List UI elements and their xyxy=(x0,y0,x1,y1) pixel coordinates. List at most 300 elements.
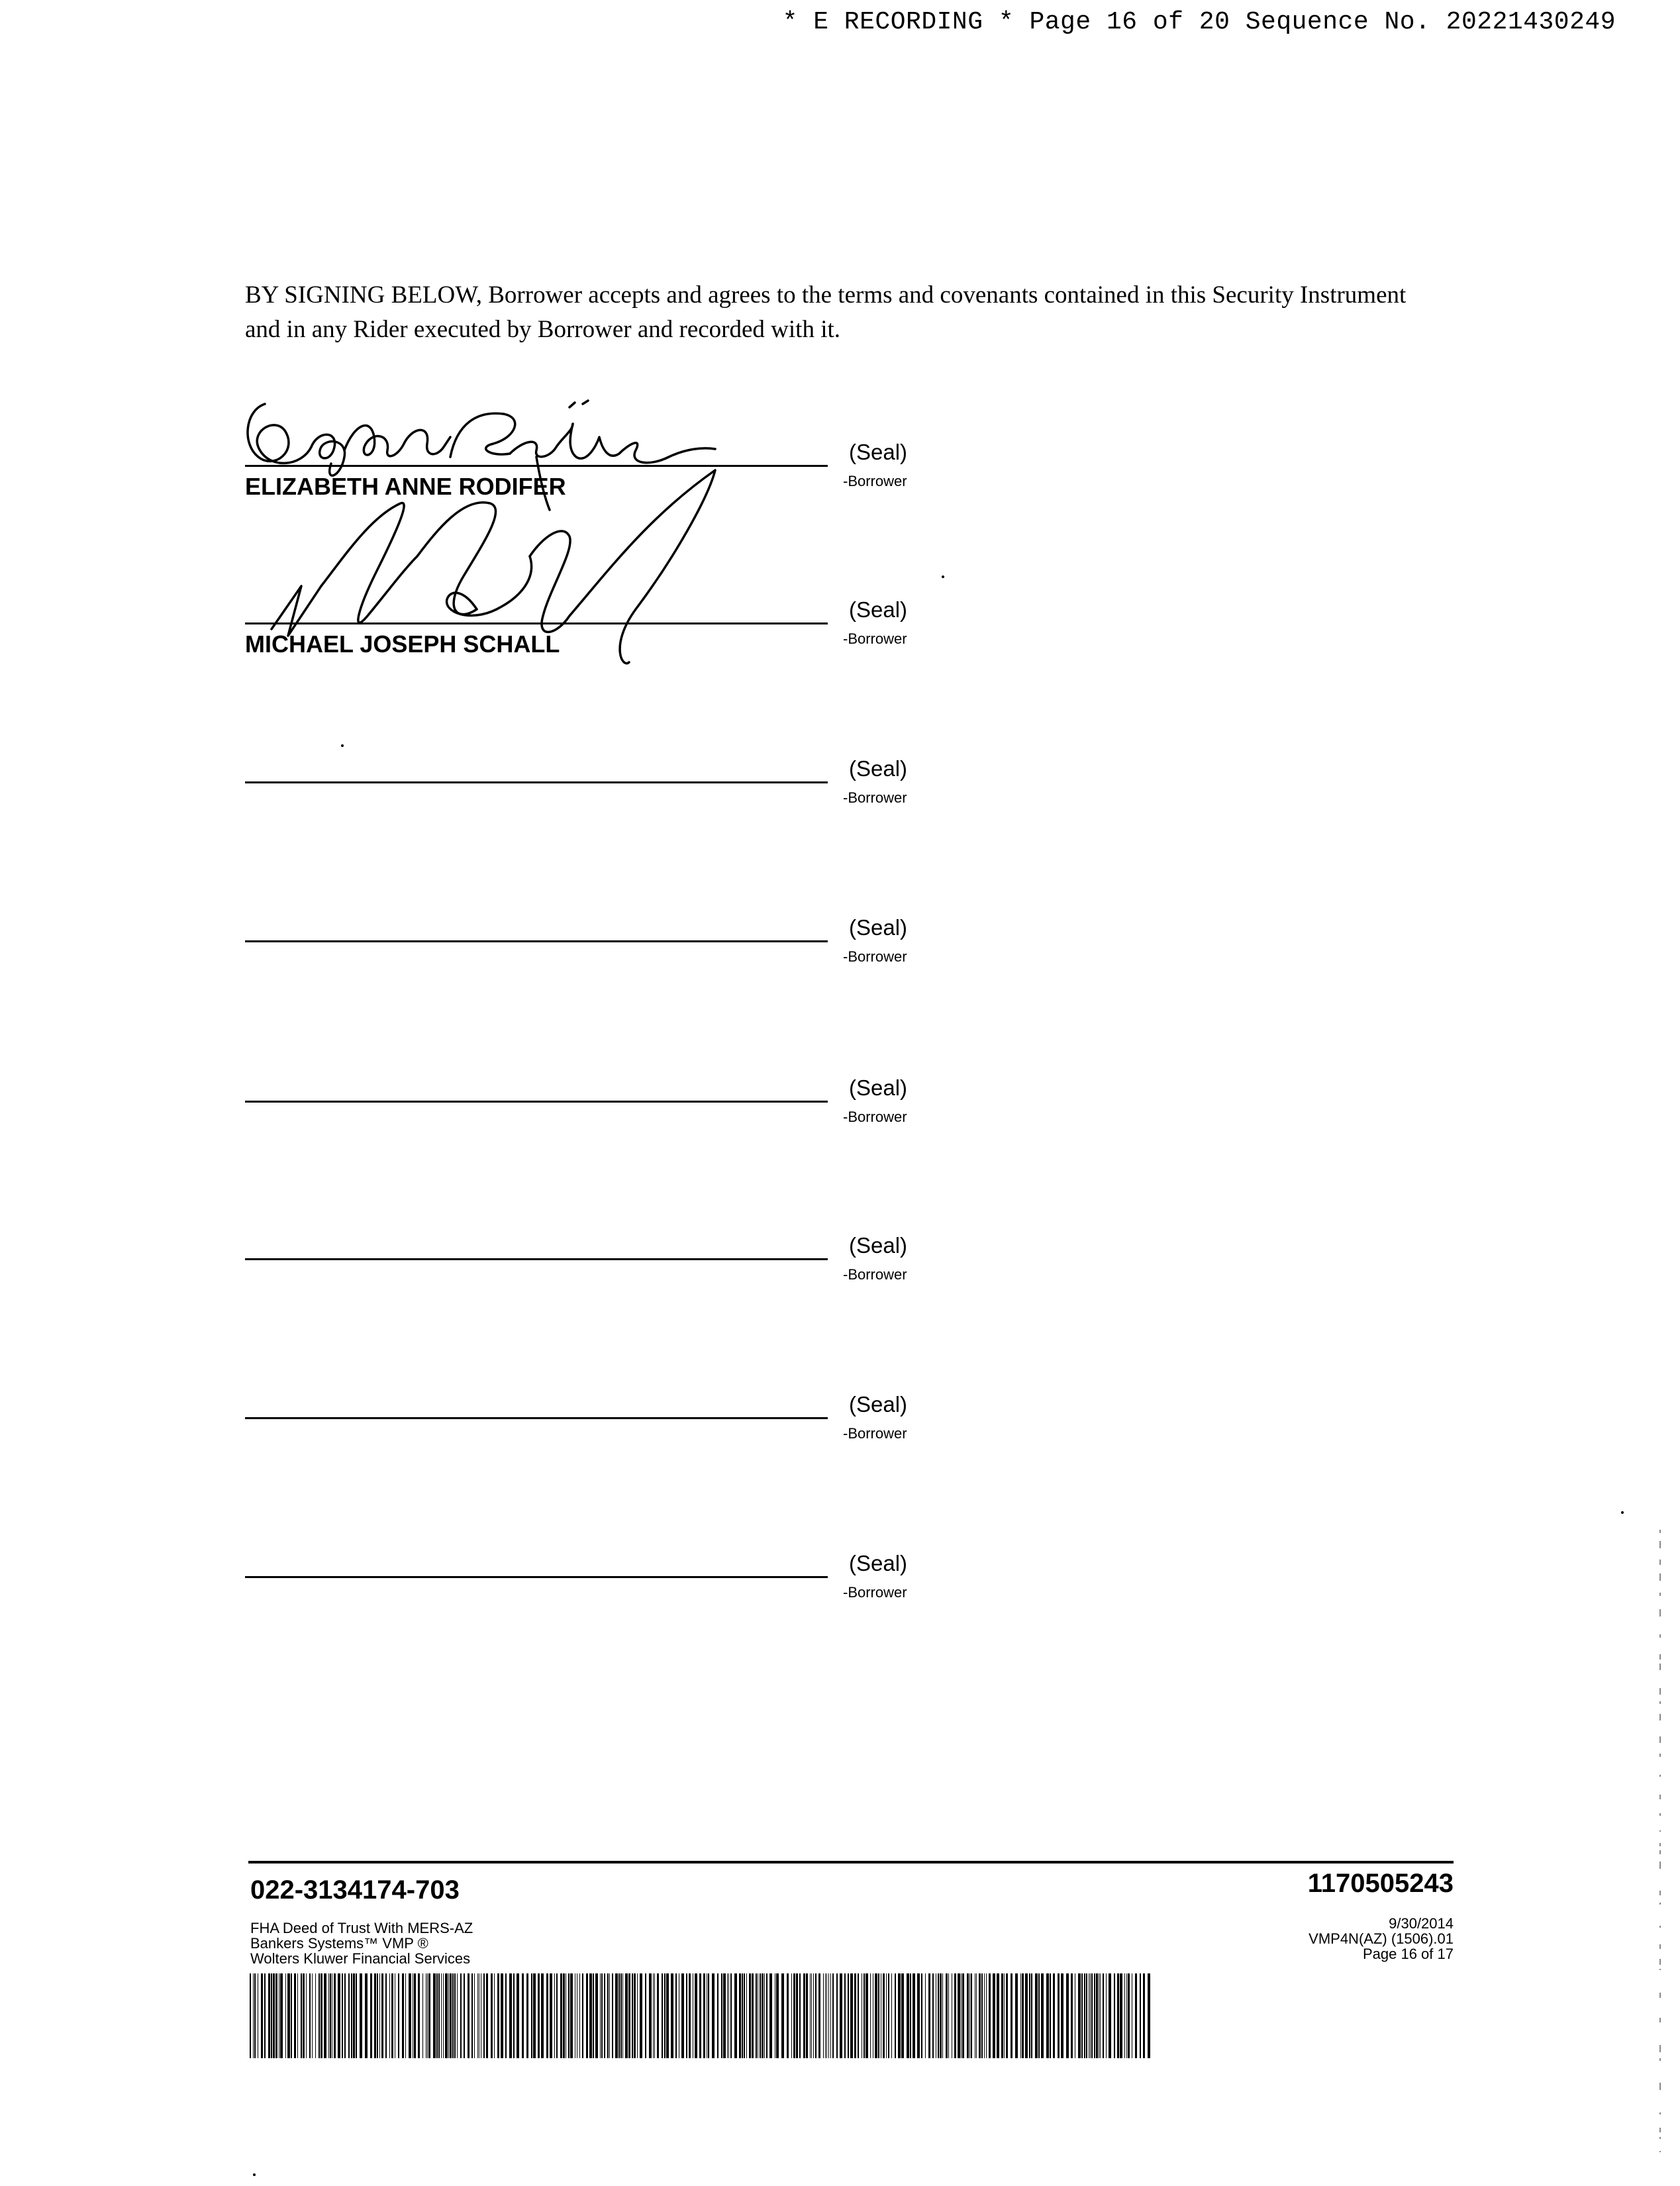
form-title: FHA Deed of Trust With MERS-AZ xyxy=(250,1920,473,1936)
barcode-bar xyxy=(402,1973,404,2058)
barcode-bar xyxy=(264,1973,266,2058)
barcode-bar xyxy=(799,1973,801,2058)
seal-label: (Seal) xyxy=(849,1551,908,1575)
barcode-bar xyxy=(1117,1973,1119,2058)
barcode-bar xyxy=(832,1973,834,2058)
barcode-bar xyxy=(742,1973,743,2058)
barcode-bar xyxy=(334,1973,336,2058)
barcode-bar xyxy=(967,1973,969,2058)
barcode-bar xyxy=(895,1973,896,2058)
barcode-bar xyxy=(513,1973,515,2058)
barcode-bar xyxy=(497,1973,499,2058)
barcode-bar xyxy=(728,1973,729,2058)
barcode-bar xyxy=(377,1973,378,2058)
barcode-bar xyxy=(1006,1973,1008,2058)
signature-block xyxy=(245,1046,920,1126)
barcode-bar xyxy=(932,1973,934,2058)
signature-block xyxy=(245,1363,920,1442)
barcode-bar xyxy=(1050,1973,1051,2058)
barcode-bar xyxy=(593,1973,594,2058)
barcode-bar xyxy=(280,1973,283,2058)
barcode-bar xyxy=(460,1973,462,2058)
seal-label: (Seal) xyxy=(849,756,908,781)
barcode-bar xyxy=(1124,1973,1125,2058)
barcode-bar xyxy=(522,1973,524,2058)
barcode-bar xyxy=(291,1973,292,2058)
barcode-bar xyxy=(1148,1973,1150,2058)
barcode-bar xyxy=(787,1973,789,2058)
barcode-bar xyxy=(1025,1973,1028,2058)
barcode-bar xyxy=(381,1973,383,2058)
form-metadata xyxy=(1309,1916,1454,1962)
barcode-bar xyxy=(681,1973,684,2058)
barcode-bar xyxy=(653,1973,654,2058)
barcode-bar xyxy=(556,1973,558,2058)
barcode-bar xyxy=(954,1973,956,2058)
barcode-bar xyxy=(971,1973,972,2058)
barcode-bar xyxy=(981,1973,983,2058)
barcode-bar xyxy=(686,1973,687,2058)
barcode-bar xyxy=(370,1973,372,2058)
barcode-bar xyxy=(582,1973,583,2058)
barcode-bar xyxy=(275,1973,277,2058)
barcode-bar xyxy=(958,1973,960,2058)
barcode-bar xyxy=(666,1973,669,2058)
barcode-bar xyxy=(443,1973,444,2058)
borrower-label: -Borrower xyxy=(843,789,907,806)
barcode-bar xyxy=(471,1973,473,2058)
barcode-bar xyxy=(1126,1973,1127,2058)
barcode-bar xyxy=(632,1973,633,2058)
barcode-bar xyxy=(989,1973,991,2058)
barcode-bar xyxy=(917,1973,920,2058)
barcode-bar xyxy=(391,1973,393,2058)
barcode-bar xyxy=(344,1973,346,2058)
barcode-bar xyxy=(898,1973,901,2058)
barcode-bar xyxy=(483,1973,485,2058)
barcode-bar xyxy=(254,1973,256,2058)
barcode-bar xyxy=(671,1973,673,2058)
barcode-bar xyxy=(645,1973,646,2058)
barcode-bar xyxy=(1022,1973,1024,2058)
barcode-bar xyxy=(324,1973,326,2058)
barcode-bar xyxy=(886,1973,887,2058)
barcode-bar xyxy=(1140,1973,1141,2058)
barcode-bar xyxy=(433,1973,436,2058)
barcode-bar xyxy=(1135,1973,1137,2058)
barcode-bar xyxy=(850,1973,853,2058)
barcode-bar xyxy=(477,1973,478,2058)
barcode-bar xyxy=(730,1973,732,2058)
barcode-bar xyxy=(976,1973,977,2058)
barcode-bar xyxy=(353,1973,355,2058)
barcode-bar xyxy=(306,1973,307,2058)
barcode-bar xyxy=(823,1973,824,2058)
form-code: VMP4N(AZ) (1506).01 xyxy=(1309,1930,1454,1947)
barcode-bar xyxy=(554,1973,555,2058)
signature-line xyxy=(245,781,828,783)
signature-line xyxy=(245,1101,828,1103)
barcode-bar xyxy=(328,1973,329,2058)
barcode-bar xyxy=(452,1973,454,2058)
signature-line xyxy=(245,1576,828,1578)
barcode-bar xyxy=(348,1973,350,2058)
company-name: Wolters Kluwer Financial Services xyxy=(250,1950,471,1967)
barcode-bar xyxy=(1143,1973,1145,2058)
barcode-bar xyxy=(531,1973,532,2058)
barcode-bar xyxy=(727,1973,728,2058)
footer-rule xyxy=(248,1861,1454,1863)
barcode-bar xyxy=(486,1973,488,2058)
barcode-bar xyxy=(501,1973,503,2058)
barcode-bar xyxy=(813,1973,814,2058)
barcode-bar xyxy=(864,1973,865,2058)
barcode-bar xyxy=(563,1973,565,2058)
barcode-bar xyxy=(723,1973,726,2058)
barcode-bar xyxy=(1058,1973,1060,2058)
barcode-bar xyxy=(1091,1973,1093,2058)
barcode-bar xyxy=(721,1973,722,2058)
barcode-bar xyxy=(273,1973,275,2058)
barcode-bar xyxy=(505,1973,507,2058)
barcode-bar xyxy=(1120,1973,1122,2058)
signature-block xyxy=(245,886,920,966)
barcode-bar xyxy=(526,1973,528,2058)
barcode-bar xyxy=(533,1973,536,2058)
barcode-bar xyxy=(1046,1973,1049,2058)
barcode xyxy=(250,1973,1152,2058)
barcode-bar xyxy=(271,1973,272,2058)
form-info xyxy=(250,1920,473,1966)
barcode-bar xyxy=(946,1973,948,2058)
barcode-bar xyxy=(1015,1973,1018,2058)
barcode-bar xyxy=(883,1973,885,2058)
barcode-bar xyxy=(428,1973,430,2058)
barcode-bar xyxy=(1090,1973,1091,2058)
barcode-bar xyxy=(579,1973,580,2058)
barcode-bar xyxy=(285,1973,286,2058)
barcode-bar xyxy=(409,1973,411,2058)
barcode-bar xyxy=(712,1973,715,2058)
barcode-bar xyxy=(389,1973,390,2058)
barcode-bar xyxy=(844,1973,846,2058)
barcode-bar xyxy=(1020,1973,1021,2058)
recording-header: * E RECORDING * Page 16 of 20 Sequence No. 20221430249 xyxy=(782,8,1616,36)
barcode-bar xyxy=(491,1973,493,2058)
barcode-bar xyxy=(766,1973,767,2058)
barcode-bar xyxy=(1038,1973,1040,2058)
barcode-bar xyxy=(826,1973,827,2058)
barcode-bar xyxy=(625,1973,628,2058)
barcode-bar xyxy=(448,1973,449,2058)
barcode-bar xyxy=(541,1973,544,2058)
barcode-bar xyxy=(612,1973,613,2058)
signature-block xyxy=(245,568,920,658)
barcode-bar xyxy=(948,1973,949,2058)
barcode-bar xyxy=(1103,1973,1104,2058)
barcode-bar xyxy=(637,1973,638,2058)
barcode-bar xyxy=(595,1973,598,2058)
barcode-bar xyxy=(438,1973,440,2058)
barcode-bar xyxy=(664,1973,666,2058)
borrower-label: -Borrower xyxy=(843,1584,907,1601)
barcode-bar xyxy=(791,1973,792,2058)
barcode-bar xyxy=(338,1973,340,2058)
barcode-bar xyxy=(858,1973,859,2058)
signature-block xyxy=(245,1522,920,1601)
barcode-bar xyxy=(356,1973,357,2058)
barcode-bar xyxy=(1114,1973,1115,2058)
barcode-bar xyxy=(961,1973,962,2058)
barcode-bar xyxy=(803,1973,805,2058)
barcode-bar xyxy=(1031,1973,1032,2058)
barcode-bar xyxy=(319,1973,320,2058)
barcode-bar xyxy=(1086,1973,1087,2058)
loan-number-right: 1170505243 xyxy=(1307,1869,1454,1898)
barcode-bar xyxy=(815,1973,816,2058)
barcode-bar xyxy=(979,1973,981,2058)
barcode-bar xyxy=(509,1973,512,2058)
scan-edge-marks xyxy=(1655,1530,1665,2159)
barcode-bar xyxy=(901,1973,904,2058)
barcode-bar xyxy=(878,1973,879,2058)
signature-line xyxy=(245,940,828,942)
barcode-bar xyxy=(717,1973,718,2058)
barcode-bar xyxy=(622,1973,623,2058)
scan-speck xyxy=(253,2173,256,2176)
barcode-bar xyxy=(749,1973,751,2058)
barcode-bar xyxy=(806,1973,808,2058)
barcode-bar xyxy=(385,1973,387,2058)
barcode-bar xyxy=(744,1973,745,2058)
barcode-bar xyxy=(607,1973,609,2058)
barcode-bar xyxy=(1071,1973,1073,2058)
barcode-bar xyxy=(1029,1973,1030,2058)
form-date: 9/30/2014 xyxy=(1389,1915,1454,1932)
barcode-bar xyxy=(828,1973,829,2058)
barcode-bar xyxy=(962,1973,964,2058)
barcode-bar xyxy=(910,1973,911,2058)
borrower-label: -Borrower xyxy=(843,1425,907,1442)
signature-line xyxy=(245,1258,828,1260)
seal-label: (Seal) xyxy=(849,1075,908,1100)
barcode-bar xyxy=(734,1973,737,2058)
barcode-bar xyxy=(330,1973,331,2058)
barcode-bar xyxy=(938,1973,939,2058)
barcode-bar xyxy=(287,1973,290,2058)
barcode-bar xyxy=(427,1973,428,2058)
barcode-bar xyxy=(986,1973,987,2058)
seal-label: (Seal) xyxy=(849,597,908,622)
barcode-bar xyxy=(261,1973,263,2058)
barcode-bar xyxy=(494,1973,495,2058)
barcode-bar xyxy=(457,1973,458,2058)
barcode-bar xyxy=(422,1973,423,2058)
barcode-bar xyxy=(436,1973,438,2058)
scan-speck xyxy=(942,575,944,578)
barcode-bar xyxy=(418,1973,420,2058)
barcode-bar xyxy=(746,1973,747,2058)
barcode-bar xyxy=(301,1973,302,2058)
barcode-bar xyxy=(811,1973,812,2058)
barcode-bar xyxy=(840,1973,842,2058)
barcode-bar xyxy=(942,1973,943,2058)
barcode-bar xyxy=(550,1973,552,2058)
seal-label: (Seal) xyxy=(849,1233,908,1258)
barcode-bar xyxy=(628,1973,630,2058)
barcode-bar xyxy=(907,1973,909,2058)
page-info: Page 16 of 17 xyxy=(1362,1946,1454,1962)
signer-name: MICHAEL JOSEPH SCHALL xyxy=(245,630,560,658)
barcode-bar xyxy=(474,1973,475,2058)
barcode-bar xyxy=(600,1973,601,2058)
barcode-bar xyxy=(891,1973,892,2058)
barcode-bar xyxy=(570,1973,573,2058)
barcode-bar xyxy=(1066,1973,1069,2058)
barcode-bar xyxy=(752,1973,754,2058)
seal-label: (Seal) xyxy=(849,915,908,940)
barcode-bar xyxy=(854,1973,856,2058)
barcode-bar xyxy=(1078,1973,1081,2058)
barcode-bar xyxy=(618,1973,620,2058)
signature-line xyxy=(245,622,828,624)
barcode-bar xyxy=(888,1973,889,2058)
barcode-bar xyxy=(1106,1973,1107,2058)
barcode-bar xyxy=(796,1973,798,2058)
barcode-bar xyxy=(865,1973,868,2058)
borrower-label: -Borrower xyxy=(843,473,907,489)
publisher-line: Bankers Systems™ VMP ® xyxy=(250,1935,428,1952)
barcode-bar xyxy=(762,1973,764,2058)
barcode-bar xyxy=(654,1973,655,2058)
barcode-bar xyxy=(928,1973,930,2058)
barcode-bar xyxy=(836,1973,838,2058)
borrower-label: -Borrower xyxy=(843,948,907,965)
barcode-bar xyxy=(445,1973,448,2058)
barcode-bar xyxy=(764,1973,765,2058)
barcode-bar xyxy=(993,1973,995,2058)
barcode-bar xyxy=(405,1973,406,2058)
barcode-bar xyxy=(699,1973,701,2058)
barcode-bar xyxy=(1100,1973,1101,2058)
barcode-bar xyxy=(315,1973,316,2058)
barcode-bar xyxy=(450,1973,452,2058)
barcode-bar xyxy=(1011,1973,1013,2058)
barcode-bar xyxy=(1109,1973,1111,2058)
barcode-bar xyxy=(294,1973,296,2058)
barcode-bar xyxy=(1061,1973,1063,2058)
barcode-bar xyxy=(441,1973,442,2058)
scan-speck xyxy=(1621,1511,1624,1514)
barcode-bar xyxy=(309,1973,311,2058)
barcode-bar xyxy=(848,1973,849,2058)
barcode-bar xyxy=(351,1973,352,2058)
barcode-bar xyxy=(689,1973,691,2058)
barcode-bar xyxy=(1053,1973,1055,2058)
barcode-bar xyxy=(810,1973,811,2058)
barcode-bar xyxy=(708,1973,709,2058)
signature-block xyxy=(245,411,920,500)
barcode-bar xyxy=(776,1973,779,2058)
barcode-bar xyxy=(546,1973,548,2058)
barcode-bar xyxy=(250,1973,251,2058)
barcode-bar xyxy=(657,1973,659,2058)
barcode-bar xyxy=(297,1973,298,2058)
loan-number-left: 022-3134174-703 xyxy=(250,1875,460,1905)
barcode-bar xyxy=(984,1973,985,2058)
signature-block xyxy=(245,1204,920,1283)
signature-line xyxy=(245,1417,828,1419)
barcode-bar xyxy=(568,1973,569,2058)
seal-label: (Seal) xyxy=(849,1392,908,1416)
barcode-bar xyxy=(793,1973,795,2058)
barcode-bar xyxy=(925,1973,926,2058)
barcode-bar xyxy=(365,1973,368,2058)
barcode-bar xyxy=(604,1973,605,2058)
barcode-bar xyxy=(1035,1973,1038,2058)
barcode-bar xyxy=(940,1973,942,2058)
barcode-bar xyxy=(589,1973,592,2058)
barcode-bar xyxy=(649,1973,652,2058)
barcode-bar xyxy=(414,1973,416,2058)
barcode-bar xyxy=(398,1973,399,2058)
barcode-bar xyxy=(253,1973,254,2058)
barcode-bar xyxy=(1094,1973,1095,2058)
barcode-bar xyxy=(875,1973,877,2058)
barcode-bar xyxy=(640,1973,642,2058)
barcode-bar xyxy=(1084,1973,1085,2058)
barcode-bar xyxy=(601,1973,603,2058)
barcode-bar xyxy=(342,1973,343,2058)
barcode-bar xyxy=(1096,1973,1098,2058)
signing-statement: BY SIGNING BELOW, Borrower accepts and agrees to the terms and covenants contained in this Security Instrument and in any Rider executed by Borrower and recorded with it. xyxy=(245,281,1407,343)
signature-block xyxy=(245,727,920,807)
barcode-bar xyxy=(675,1973,677,2058)
barcode-bar xyxy=(769,1973,772,2058)
barcode-bar xyxy=(615,1973,618,2058)
barcode-bar xyxy=(538,1973,540,2058)
barcode-bar xyxy=(634,1973,636,2058)
barcode-bar xyxy=(464,1973,465,2058)
barcode-bar xyxy=(1081,1973,1083,2058)
barcode-bar xyxy=(303,1973,305,2058)
barcode-bar xyxy=(379,1973,380,2058)
barcode-bar xyxy=(321,1973,322,2058)
barcode-bar xyxy=(609,1973,610,2058)
barcode-bar xyxy=(620,1973,622,2058)
barcode-bar xyxy=(454,1973,456,2058)
barcode-bar xyxy=(830,1973,831,2058)
barcode-bar xyxy=(1001,1973,1003,2058)
barcode-bar xyxy=(1041,1973,1044,2058)
barcode-bar xyxy=(969,1973,970,2058)
scan-speck xyxy=(341,744,344,747)
borrower-label: -Borrower xyxy=(843,630,907,647)
barcode-bar xyxy=(586,1973,588,2058)
barcode-bar xyxy=(1128,1973,1130,2058)
barcode-bar xyxy=(825,1973,826,2058)
barcode-bar xyxy=(662,1973,663,2058)
borrower-label: -Borrower xyxy=(843,1266,907,1283)
barcode-bar xyxy=(818,1973,820,2058)
barcode-bar xyxy=(760,1973,761,2058)
seal-label: (Seal) xyxy=(849,440,908,464)
barcode-bar xyxy=(921,1973,922,2058)
barcode-bar xyxy=(997,1973,999,2058)
barcode-bar xyxy=(517,1973,519,2058)
barcode-bar xyxy=(268,1973,270,2058)
barcode-bar xyxy=(360,1973,362,2058)
